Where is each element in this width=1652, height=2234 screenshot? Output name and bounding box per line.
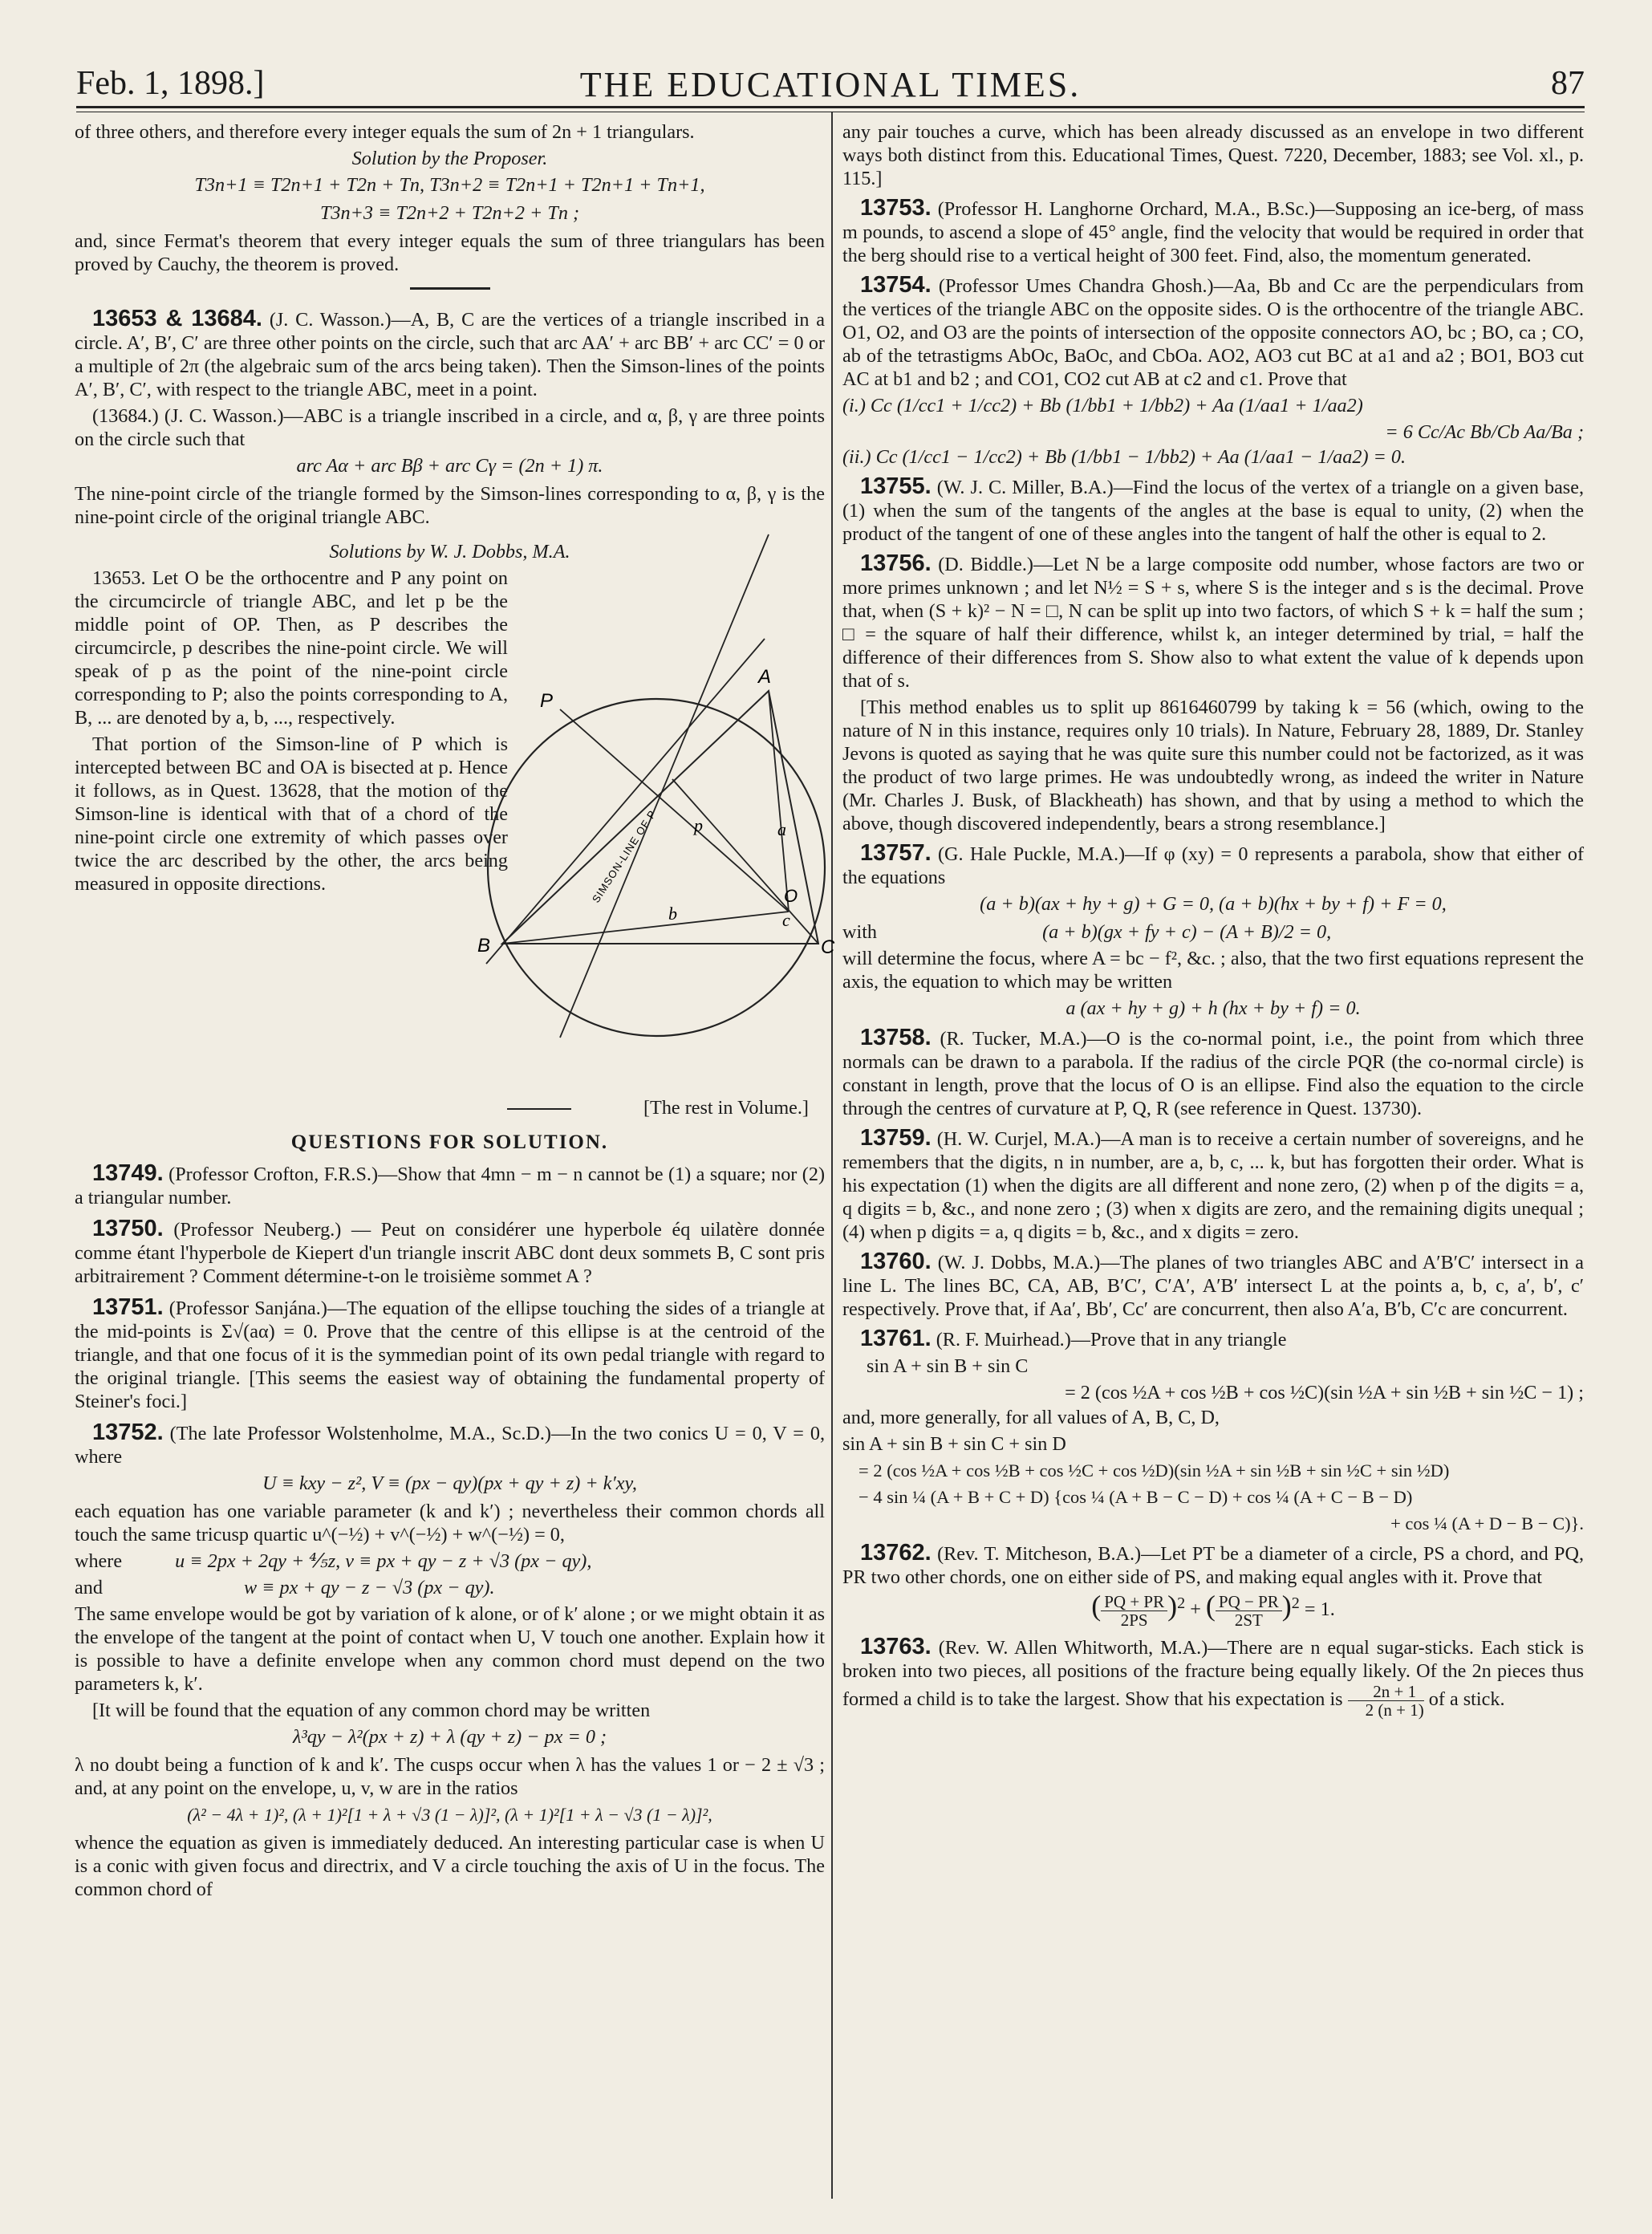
question-13751-text: (Professor Sanjána.)—The equation of the ellipse touching the sides of a triangle at the mid-points is Σ√(aα) = 0. Prove that the centre of this ellipse is at the centroid of the triangle, and that one focus of it is the symmedian point of its own pedal triangle with regard to the original triangle. [This seems the easiest way of obtaining the fundamental property of Steiner's foci.] xyxy=(75,1298,825,1412)
question-13763-end: of a stick. xyxy=(1428,1688,1505,1711)
question-13684-text: (13684.) (J. C. Wasson.)—ABC is a triangle inscribed in a circle, and α, β, γ are three points on the circle such that xyxy=(75,405,825,450)
question-13762-text: (Rev. T. Mitcheson, B.A.)—Let PT be a diameter of a circle, PS a chord, and PQ, PR two other chords, one on either side of PS, and making equal angles with it. Prove that xyxy=(842,1543,1584,1588)
question-13754-eq2: (ii.) Cc (1/cc1 − 1/cc2) + Bb (1/bb1 − 1/bb2) + Aa (1/aa1 − 1/aa2) = 0. xyxy=(842,446,1406,468)
column-divider xyxy=(831,112,833,2199)
question-13758-text: (R. Tucker, M.A.)—O is the co-normal point, i.e., the point from which three normals can be drawn to a parabola. If the radius of the circle PQR (the co-normal circle) is constant in length, prove that the locus of O is an ellipse. Find also the equation to the circle through the centres of curvature at P, Q, R (see reference in Quest. 13730). xyxy=(842,1028,1584,1119)
line-p-o xyxy=(560,709,789,912)
question-13752-eq5: (λ² − 4λ + 1)², (λ + 1)²[1 + λ + √3 (1 − λ)]², (λ + 1)²[1 + λ − √3 (1 − λ)]², xyxy=(187,1805,712,1825)
question-13760-text: (W. J. Dobbs, M.A.)—The planes of two triangles ABC and A′B′C′ intersect in a line L. The lines BC, CA, AB, B′C′, C′A′, A′B′ intersect L at the points a, b, c, a′, b′, c′ respectively. Prove that, if Aa′, Bb′, Cc′ are concurrent, then also A′a, B′b, C′c are concurrent. xyxy=(842,1252,1584,1320)
question-number-13753: 13753. xyxy=(860,195,932,221)
geometry-figure xyxy=(460,567,835,1064)
triangle-abc xyxy=(502,691,818,944)
question-13759-text: (H. W. Curjel, M.A.)—A man is to receive a certain number of sovereigns, and he remembers that the digits, n in number, are a, b, c, ... k, but has forgotten their order. What is his expectation (1) when the digits are all different and none zero, (2) when p of the digits = a, q digits = b, &c., and none zero ; (3) when x digits are zero, and the remaining digits unequal ; (4) when p digits = a, q digits = b, &c., and x digits = zero. xyxy=(842,1128,1584,1243)
equation-1: T3n+1 ≡ T2n+1 + T2n + Tn, T3n+2 ≡ T2n+1 + T2n+1 + Tn+1, xyxy=(194,174,705,196)
header-date: Feb. 1, 1898.] xyxy=(76,65,265,102)
solution-text: 13653. Let O be the orthocentre and P any point on the circumcircle of triangle ABC, and let p be the middle point of OP. Then, as P describes the circumcircle, p describes the nine-point circle. We will speak of p as the point of the nine-point circle corresponding to P; also the points corresponding to A, B, ... are denoted by a, b, ..., respectively. xyxy=(75,567,508,729)
question-13762-eq-end: = 1. xyxy=(1304,1598,1335,1621)
question-13761-eq6: + cos ¼ (A + D − B − C)}. xyxy=(1390,1513,1584,1533)
question-13753-text: (Professor H. Langhorne Orchard, M.A., B.Sc.)—Supposing an ice-berg, of mass m pounds, to ascend a slope of 45° angle, find the velocity that would be required in order that the berg should rise to a vertical height of 300 feet. Find, also, the momentum generated. xyxy=(842,198,1585,266)
questions-heading: QUESTIONS FOR SOLUTION. xyxy=(290,1131,609,1153)
question-13752-where: where xyxy=(75,1550,123,1572)
question-number-13754: 13754. xyxy=(860,272,932,298)
question-13756-text: (D. Biddle.)—Let N be a large composite odd number, whose factors are two or more primes unknown ; and let N½ = S + s, where S is the integer and s is the decimal. Prove that, when (S + k)² − N = □, N can be split up into two factors, of which S + k = half the sum ; □ = the square of half their difference, whilst k, an integer determined by trial, = half the difference of their differences from S. Show also to what extent the value of k depends upon that of s. xyxy=(842,554,1585,692)
section-rule xyxy=(410,287,490,290)
rest-rule xyxy=(507,1108,571,1110)
line-b-o xyxy=(502,912,789,944)
question-number-13750: 13750. xyxy=(92,1216,164,1241)
label-p-small: p xyxy=(694,815,703,835)
question-13752-eq4: λ³qy − λ²(px + z) + λ (qy + z) − px = 0 ; xyxy=(292,1726,607,1748)
question-13757-text: (G. Hale Puckle, M.A.)—If φ (xy) = 0 represents a parabola, show that either of the equations xyxy=(842,843,1585,888)
question-number-13749: 13749. xyxy=(92,1160,164,1186)
question-number-13755: 13755. xyxy=(860,473,932,499)
question-13752-eq2: u ≡ 2px + 2qy + ⅘z, v ≡ px + qy − z + √3 (px − qy), xyxy=(175,1550,592,1572)
question-number-13758: 13758. xyxy=(860,1025,932,1050)
question-13757-eq1: (a + b)(ax + hy + g) + G = 0, (a + b)(hx + by + f) + F = 0, xyxy=(980,893,1447,915)
label-simson-line: SIMSON-LINE OF P xyxy=(589,807,659,905)
question-13763-f-top: 2n + 1 xyxy=(1348,1683,1424,1701)
header-rule-thick xyxy=(76,106,1585,108)
label-a-vertex: A xyxy=(758,666,772,688)
solution-title: Solution by the Proposer. xyxy=(351,148,548,169)
question-13684-text2: The nine-point circle of the triangle formed by the Simson-lines corresponding to α, β, γ is the nine-point circle of the original triangle ABC. xyxy=(75,483,825,528)
question-number-13759: 13759. xyxy=(860,1125,932,1151)
question-13757-text2: will determine the focus, where A = bc − f², &c. ; also, that the two first equations represent the axis, the equation to which may be written xyxy=(842,948,1584,993)
question-number-13751: 13751. xyxy=(92,1294,164,1320)
question-number-13752: 13752. xyxy=(92,1420,164,1445)
question-13762-f2-top: PQ − PR xyxy=(1216,1593,1282,1611)
question-13761-text2: and, more generally, for all values of A, B, C, D, xyxy=(842,1407,1220,1428)
question-13756-note: [This method enables us to split up 8616460799 by taking k = 56 (which, owing to the nature of N in this instance, requires only 10 trials). In Nature, February 28, 1889, Dr. Stanley Jevons is quoted as saying that he was quite sure this number could not be factorized, as it was the product of two large primes. He was undoubtedly wrong, as indeed the writer in Nature (Mr. Charles J. Busk, of Blackheath) has shown, and that by using a method to which the above, though discovered independently, bears a strong resemblance.] xyxy=(842,697,1584,835)
question-13752-text3: The same envelope would be got by variation of k alone, or of k′ alone ; or we might obtain it as the envelope of the tangent at the point of contact when U, V touch one another. Explain how it is possible to have a definite envelope when any common chord must depend on the two parameters k, k′. xyxy=(75,1603,825,1695)
label-o-point: O xyxy=(784,886,798,906)
question-13757-with: with xyxy=(842,921,878,943)
question-number-13763: 13763. xyxy=(860,1634,932,1660)
question-13752-text5: λ no doubt being a function of k and k′. The cusps occur when λ has the values 1 or − 2 ± √3 ; and, at any point on the envelope, u, v, w are in the ratios xyxy=(75,1754,825,1799)
question-13763-f-bot: 2 (n + 1) xyxy=(1365,1700,1424,1720)
label-b-small: b xyxy=(668,904,677,924)
question-13757-eq3: a (ax + hy + g) + h (hx + by + f) = 0. xyxy=(1065,997,1361,1019)
line-c-perp xyxy=(672,779,818,944)
question-13653-text: (J. C. Wasson.)—A, B, C are the vertices of a triangle inscribed in a circle. A′, B′, C′ are three other points on the circle, such that arc AA′ + arc BB′ + arc CC′ = 0 or a multiple of 2π (the algebraic sum of the arcs being taken). Then the Simson-lines of the points A′, B′, C′, with respect to the triangle ABC, meet in a point. xyxy=(75,309,825,400)
question-13750-text: (Professor Neuberg.) — Peut on considérer une hyperbole éq uilatère donnée comme étant l'hyperbole de Kiepert d'un triangle inscrit ABC dont deux sommets B, C sont pris arbitrairement ? Comment détermine-t-on le troisième sommet A ? xyxy=(75,1219,825,1287)
label-c-small: c xyxy=(782,910,790,930)
header-title: THE EDUCATIONAL TIMES. xyxy=(579,65,1082,104)
question-13763-text: (Rev. W. Allen Whitworth, M.A.)—There are n equal sugar-sticks. Each stick is broken into two pieces, all positions of the fracture being equally likely. Of the 2n pieces thus formed a child is to take the largest. Show that his expectation is xyxy=(842,1637,1584,1711)
label-a-small: a xyxy=(777,819,786,839)
label-b-vertex: B xyxy=(477,935,491,957)
question-13754-text: (Professor Umes Chandra Ghosh.)—Aa, Bb and Cc are the perpendiculars from the vertices of the triangle ABC on the opposite sides. O is the orthocentre of the triangle ABC. O1, O2, and O3 are the points of intersection of the opposite connectors AO, bc ; BO, ca ; CO, ab of the tetrastigms AbOc, BaOc, and CbOa. AO2, AO3 cut BC at a1 and a2 ; BO1, BO3 cut AC at b1 and b2 ; and CO1, CO2 cut AB at c2 and c1. Prove that xyxy=(842,275,1584,390)
question-13761-eq2: = 2 (cos ½A + cos ½B + cos ½C)(sin ½A + sin ½B + sin ½C − 1) ; xyxy=(1065,1382,1584,1403)
page-number: 87 xyxy=(1551,65,1585,102)
question-number-13757: 13757. xyxy=(860,840,932,866)
continuation-text: any pair touches a curve, which has been already discussed as an envelope in two different ways both distinct from this. Educational Times, Quest. 7220, December, 1883; see Vol. xl., p. 115.] xyxy=(842,121,1584,189)
intro-text: of three others, and therefore every integer equals the sum of 2n + 1 triangulars. xyxy=(75,121,695,143)
solution-text2: That portion of the Simson-line of P which is intercepted between BC and OA is bisected at p. Hence it follows, as in Quest. 13628, that the motion of the Simson-line is identical with that of a chord of the nine-point circle one extremity of which passes over twice the arc described by the other, the arcs being measured in opposite directions. xyxy=(75,733,508,895)
solution-figure-block xyxy=(75,567,835,1096)
question-13752-eq1: U ≡ kxy − z², V ≡ (px − qy)(px + qy + z) + k′xy, xyxy=(262,1472,637,1494)
simson-line xyxy=(486,639,765,964)
question-number-13762: 13762. xyxy=(860,1540,932,1566)
question-13762-f1-top: PQ + PR xyxy=(1101,1593,1167,1611)
question-13752-text4: [It will be found that the equation of any common chord may be written xyxy=(92,1700,651,1721)
question-13762-f2-bot: 2ST xyxy=(1234,1611,1263,1631)
question-number-13760: 13760. xyxy=(860,1249,932,1274)
question-13761-eq1: sin A + sin B + sin C xyxy=(867,1355,1029,1377)
question-13684-equation: arc Aα + arc Bβ + arc Cγ = (2n + 1) π. xyxy=(296,455,603,477)
secant-line xyxy=(560,534,772,1038)
left-column xyxy=(75,120,835,1904)
solutions-by: Solutions by W. J. Dobbs, M.A. xyxy=(329,541,570,563)
question-13749-text: (Professor Crofton, F.R.S.)—Show that 4mn − m − n cannot be (1) a square; nor (2) a triangular number. xyxy=(75,1164,825,1208)
question-13752-and: and xyxy=(75,1577,103,1598)
question-13752-text: (The late Professor Wolstenholme, M.A., Sc.D.)—In the two conics U = 0, V = 0, where xyxy=(75,1423,826,1468)
equation-2: T3n+3 ≡ T2n+2 + T2n+2 + Tn ; xyxy=(319,202,580,224)
question-13754-eq1: (i.) Cc (1/cc1 + 1/cc2) + Bb (1/bb1 + 1/bb2) + Aa (1/aa1 + 1/aa2) xyxy=(842,395,1363,416)
question-13755-text: (W. J. C. Miller, B.A.)—Find the locus of the vertex of a triangle on a given base, (1) when the sum of the tangents of the angles at the base is equal to unity, (2) when the product of the tangent of one of these angles into the tangent of half the other is equal to 2. xyxy=(842,477,1585,545)
question-13757-eq2: (a + b)(gx + fy + c) − (A + B)/2 = 0, xyxy=(1042,921,1332,943)
question-13752-eq3: w ≡ px + qy − z − √3 (px − qy). xyxy=(243,1577,495,1598)
question-13762-f1-bot: 2PS xyxy=(1120,1611,1148,1631)
label-c-vertex: C xyxy=(821,936,835,958)
fermat-text: and, since Fermat's theorem that every integer equals the sum of three triangulars has been proved by Cauchy, the theorem is proved. xyxy=(75,230,825,275)
question-13752-text2: each equation has one variable parameter (k and k′) ; nevertheless their common chords all touch the same tricusp quartic u^(−½) + v^(−½) + w^(−½) = 0, xyxy=(75,1501,825,1546)
rest-in-volume: [The rest in Volume.] xyxy=(643,1097,809,1119)
question-13754-eq1b: = 6 Cc/Ac Bb/Cb Aa/Ba ; xyxy=(1385,421,1584,443)
question-13761-text: (R. F. Muirhead.)—Prove that in any triangle xyxy=(936,1329,1287,1351)
question-13761-eq4: = 2 (cos ½A + cos ½B + cos ½C + cos ½D)(sin ½A + sin ½B + sin ½C + sin ½D) xyxy=(858,1460,1450,1481)
question-13752-text6: whence the equation as given is immediately deduced. An interesting particular case is when U is a conic with given focus and directrix, and V a circle touching the axis of U in the focus. The common chord of xyxy=(75,1832,825,1900)
right-column xyxy=(842,120,1584,1722)
altitude-a xyxy=(769,691,789,912)
running-header xyxy=(76,58,1585,106)
question-number-13653: 13653 & 13684. xyxy=(92,306,262,331)
label-p-point: P xyxy=(540,690,554,712)
question-number-13756: 13756. xyxy=(860,550,932,576)
question-13761-eq3: sin A + sin B + sin C + sin D xyxy=(842,1433,1066,1455)
question-13761-eq5: − 4 sin ¼ (A + B + C + D) {cos ¼ (A + B − C − D) + cos ¼ (A + C − B − D) xyxy=(858,1487,1413,1507)
question-13762-equation: ( $\frac{PQ + PR}{2PS}$ )$^2$ + ( $\frac{PQ - PR}{2ST}$ )$^2$ = 1. xyxy=(1091,1590,1335,1631)
question-number-13761: 13761. xyxy=(860,1326,932,1351)
